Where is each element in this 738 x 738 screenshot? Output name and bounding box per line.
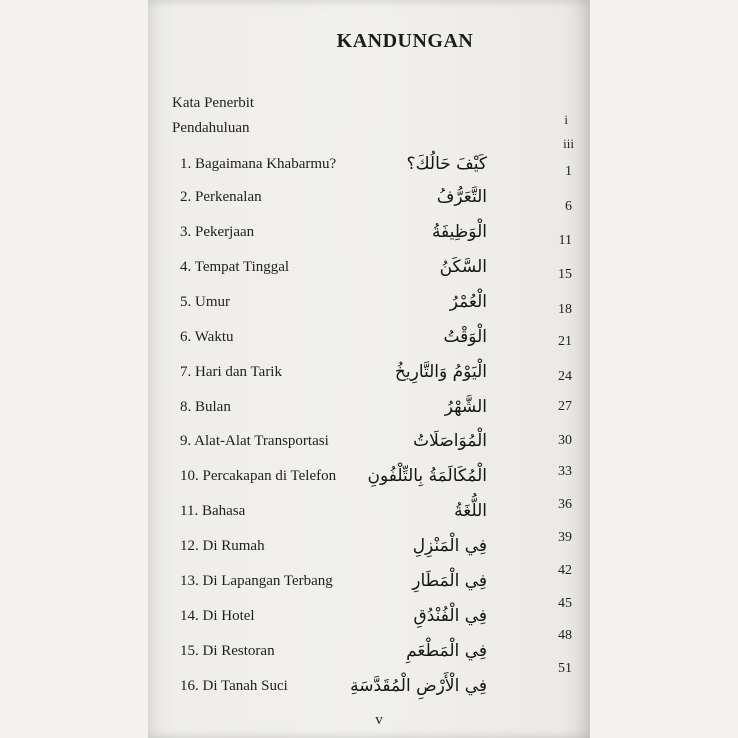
entry-page-number: 11 bbox=[558, 233, 572, 248]
entry-title: 14. Di Hotel bbox=[180, 608, 255, 624]
entry-page-number: 6 bbox=[565, 199, 572, 214]
toc-entry bbox=[148, 530, 590, 562]
front-matter-label: Kata Penerbit bbox=[172, 95, 255, 111]
entry-page-number: 36 bbox=[558, 497, 572, 512]
toc-entry bbox=[148, 596, 590, 632]
toc-entry bbox=[148, 628, 590, 667]
entry-page-number: 51 bbox=[558, 661, 572, 676]
entry-page-number: 39 bbox=[558, 530, 572, 545]
entry-page-number: 24 bbox=[558, 369, 572, 384]
page-title: KANDUNGAN bbox=[336, 30, 474, 52]
front-matter-label: Pendahuluan bbox=[172, 120, 250, 136]
toc-entry bbox=[148, 224, 590, 248]
entry-arabic-title: الْمُكَالَمَةُ بِالتِّلْفُونِ bbox=[367, 466, 487, 486]
entry-arabic-title: فِي الْمَنْزِلِ bbox=[412, 536, 487, 556]
toc-entry bbox=[148, 364, 590, 388]
book-page bbox=[148, 0, 590, 738]
toc-entry bbox=[148, 464, 590, 492]
entry-title: 16. Di Tanah Suci bbox=[180, 678, 288, 694]
entry-title: 9. Alat-Alat Transportasi bbox=[180, 433, 329, 449]
entry-title: 1. Bagaimana Khabarmu? bbox=[180, 156, 337, 172]
entry-page-number: 30 bbox=[558, 433, 572, 448]
front-matter-page: iii bbox=[563, 136, 574, 151]
entry-arabic-title: التَّعَرُّفُ bbox=[436, 187, 487, 207]
entry-title: 12. Di Rumah bbox=[180, 538, 265, 554]
entry-arabic-title: الْمُوَاصَلَاتُ bbox=[413, 431, 487, 451]
entry-arabic-title: فِي الْأَرْضِ الْمُقَدَّسَةِ bbox=[350, 676, 487, 696]
entry-arabic-title: فِي الْفُنْدُقِ bbox=[413, 606, 487, 626]
entry-title: 2. Perkenalan bbox=[180, 189, 262, 205]
entry-arabic-title: الْعُمْرُ bbox=[449, 292, 487, 312]
entry-arabic-title: الشَّهْرُ bbox=[444, 397, 487, 417]
toc-entry bbox=[148, 259, 590, 283]
entry-page-number: 42 bbox=[558, 563, 572, 578]
toc-entry bbox=[148, 661, 590, 702]
entry-arabic-title: السَّكَنُ bbox=[439, 257, 487, 277]
front-matter-page: i bbox=[564, 112, 568, 127]
toc-entry bbox=[148, 497, 590, 527]
entry-title: 5. Umur bbox=[180, 294, 230, 310]
toc-entry bbox=[148, 294, 590, 318]
toc-entry bbox=[148, 563, 590, 597]
entry-arabic-title: فِي الْمَطَارِ bbox=[412, 571, 487, 591]
entry-title: 10. Percakapan di Telefon bbox=[180, 468, 337, 484]
page-footer-number: v bbox=[375, 712, 383, 728]
entry-page-number: 48 bbox=[558, 628, 572, 643]
entry-title: 8. Bulan bbox=[180, 399, 231, 415]
entry-arabic-title: فِي الْمَطْعَمِ bbox=[406, 641, 487, 661]
entry-title: 3. Pekerjaan bbox=[180, 224, 255, 240]
entry-title: 15. Di Restoran bbox=[180, 643, 275, 659]
entry-arabic-title: الْيَوْمُ وَالتَّارِيخُ bbox=[394, 362, 487, 382]
entry-title: 11. Bahasa bbox=[180, 503, 246, 519]
entry-arabic-title: اللُّغَةُ bbox=[454, 501, 487, 521]
entry-title: 7. Hari dan Tarik bbox=[180, 364, 282, 380]
entry-page-number: 15 bbox=[558, 267, 572, 282]
entry-page-number: 45 bbox=[558, 596, 572, 611]
entry-page-number: 18 bbox=[558, 302, 572, 317]
entry-title: 4. Tempat Tinggal bbox=[180, 259, 290, 275]
entry-arabic-title: الْوَظِيفَةُ bbox=[431, 222, 487, 242]
entry-page-number: 21 bbox=[558, 334, 572, 349]
entry-title: 6. Waktu bbox=[180, 329, 234, 345]
toc-entry bbox=[148, 189, 590, 213]
toc-entry bbox=[148, 433, 590, 457]
entry-page-number: 1 bbox=[565, 164, 572, 179]
entry-title: 13. Di Lapangan Terbang bbox=[180, 573, 333, 589]
toc-entry bbox=[148, 156, 590, 180]
entry-arabic-title: الْوَقْتُ bbox=[443, 327, 487, 347]
toc-entry bbox=[148, 399, 590, 423]
toc-entry bbox=[148, 329, 590, 353]
entry-page-number: 27 bbox=[558, 399, 572, 414]
entry-page-number: 33 bbox=[558, 464, 572, 479]
entry-arabic-title: كَيْفَ حَالُكَ؟ bbox=[406, 154, 487, 174]
